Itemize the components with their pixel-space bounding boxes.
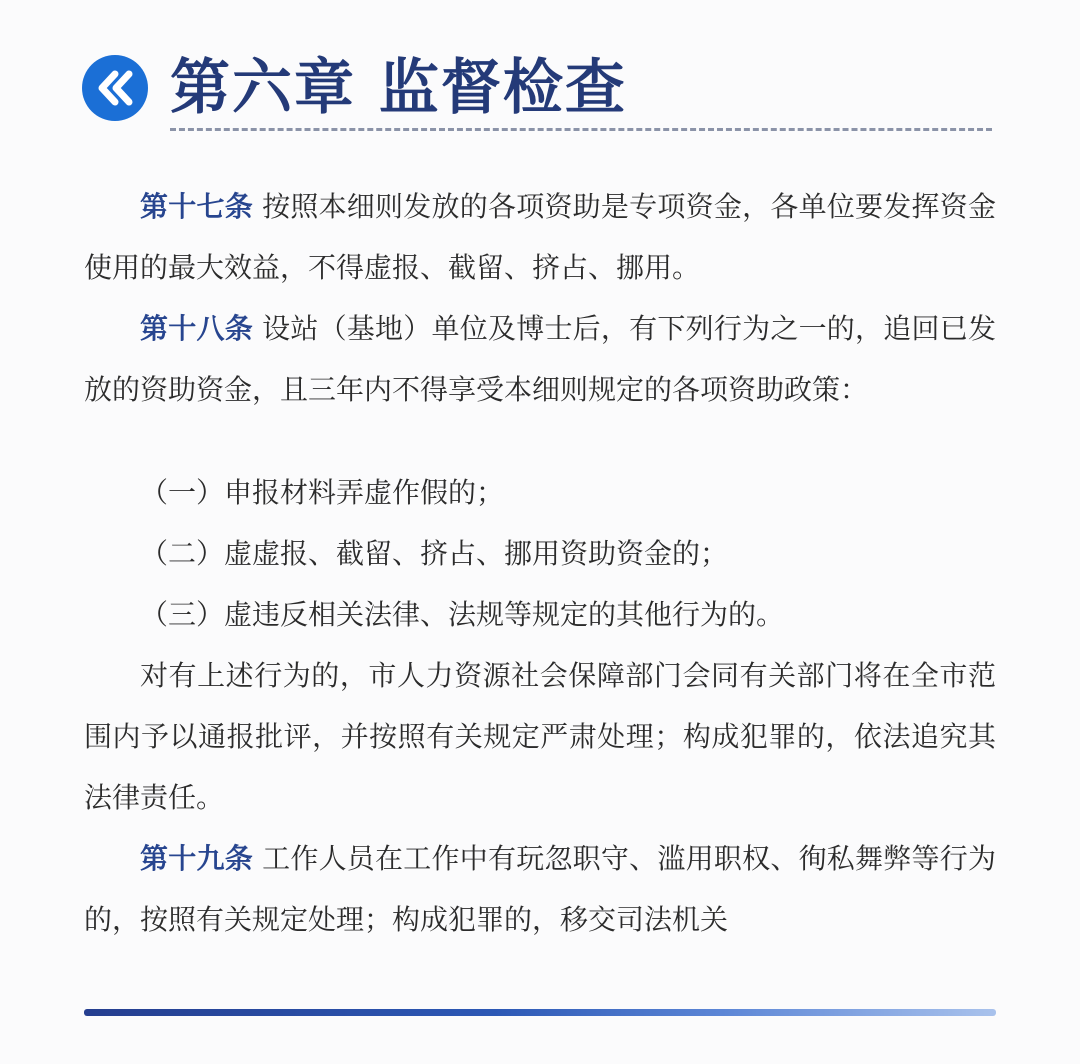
article-text: 工作人员在工作中有玩忽职守、滥用职权、徇私舞弊等行为的，按照有关规定处理；构成犯罪的，移交司法机关 [84,842,996,936]
list-item: （三）虚违反相关法律、法规等规定的其他行为的。 [140,598,785,631]
article-number: 第十九条 [140,842,253,875]
article-text: 设站（基地）单位及博士后，有下列行为之一的，追回已发放的资助资金，且三年内不得享受本细则规定的各项资助政策： [84,312,996,406]
chapter-title: 第六章 监督检查 [170,53,627,123]
title-dashed-divider [170,128,992,131]
article-number: 第十七条 [140,190,253,223]
document-body [84,176,996,950]
article-19 [84,828,996,950]
list-item: （二）虚虚报、截留、挤占、挪用资助资金的； [140,537,729,570]
list-item: （一）申报材料弄虚作假的； [140,476,505,509]
article-number: 第十八条 [140,312,253,345]
article-18 [84,298,996,420]
article-text: 按照本细则发放的各项资助是专项资金，各单位要发挥资金使用的最大效益，不得虚报、截留、挤占、挪用。 [84,190,996,284]
chapter-header [82,52,627,124]
article-18-closing: 对有上述行为的，市人力资源社会保障部门会同有关部门将在全市范围内予以通报批评，并按照有关规定严肃处理；构成犯罪的，依法追究其法律责任。 [84,659,996,814]
double-chevron-left-icon [82,55,148,121]
article-17 [84,176,996,298]
footer-divider-bar [84,1009,996,1016]
